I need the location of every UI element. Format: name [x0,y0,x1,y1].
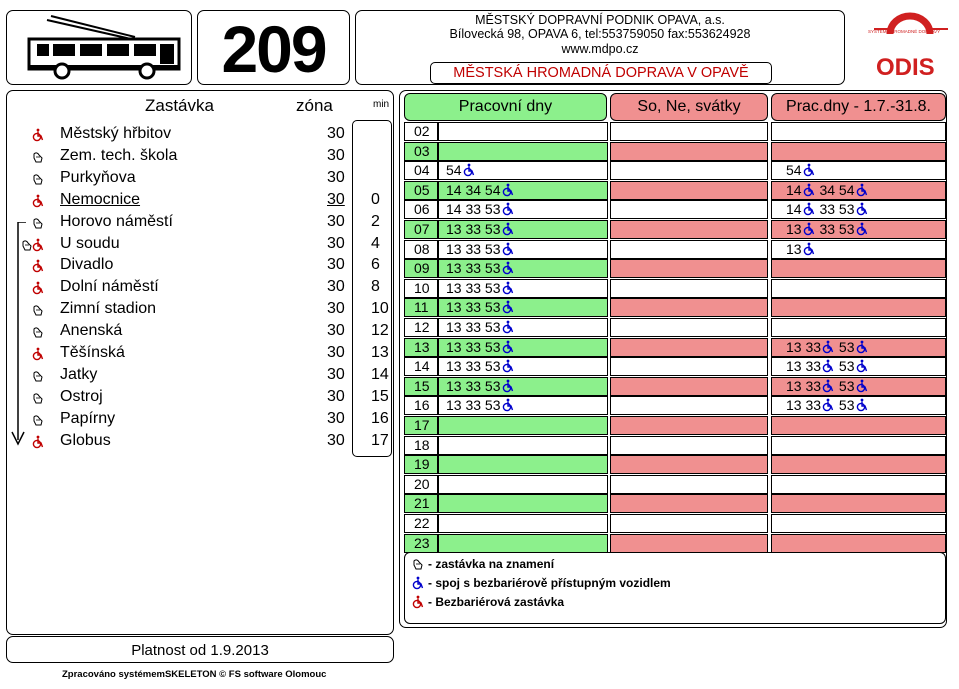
weekday-departures: 13 33 53 [438,259,608,278]
weekday-departures: 13 33 53 [438,220,608,239]
legend-text: - spoj s bezbariérově přístupným vozidlem [428,576,671,590]
wheelchair-vehicle-icon [411,576,425,595]
minutes-column-header: min [373,99,390,110]
stop-name: Jatky [60,365,98,383]
stop-zone: 30 [327,234,345,252]
request-stop-icon [411,557,425,576]
stop-row [31,167,391,189]
summer-departures [771,298,946,317]
stop-name: Zem. tech. škola [60,146,178,164]
wheelchair-vehicle-icon [501,320,515,338]
weekend-departures [610,514,768,533]
minutes-column-frame [352,120,392,457]
weekdays-header: Pracovní dny [404,93,607,121]
weekday-departures: 54 [438,161,608,180]
stop-minutes: 0 [371,190,380,208]
stop-zone: 30 [327,125,345,142]
legend-text: - Bezbariérová zastávka [428,595,565,609]
hour-cell: 15 [404,377,438,396]
hour-cell: 06 [404,200,438,219]
hour-cell: 04 [404,161,438,180]
hour-cell: 08 [404,240,438,259]
odis-logo [860,12,954,84]
weekend-departures [610,396,768,415]
stop-minutes: 14 [371,365,389,383]
stop-minutes: 17 [371,431,389,449]
hour-cell: 19 [404,455,438,474]
stop-row [31,211,391,233]
weekend-departures [610,455,768,474]
weekend-departures [610,142,768,161]
stop-row [31,145,391,167]
wheelchair-vehicle-icon [501,398,515,416]
weekday-departures [438,122,608,141]
timetable-panel [399,90,947,628]
company-address: Bílovecká 98, OPAVA 6, tel:553759050 fax:553624928 [449,27,751,41]
stop-zone: 30 [327,146,345,164]
stop-name: Těšínská [60,344,125,361]
wheelchair-vehicle-icon [501,242,515,260]
weekend-departures [610,122,768,141]
stop-row [31,276,391,298]
summer-departures [771,475,946,494]
stop-minutes: 12 [371,322,389,340]
wheelchair-vehicle-icon [855,340,869,358]
weekday-departures [438,142,608,161]
summer-departures: 14 34 54 [771,181,946,200]
hour-cell: 12 [404,318,438,337]
bus-illustration-box [6,10,192,85]
validity-box [6,636,394,663]
wheelchair-vehicle-icon [855,379,869,397]
wheelchair-vehicle-icon [501,281,515,299]
summer-departures: 13 33 53 [771,220,946,239]
summer-departures: 54 [771,161,946,180]
weekend-departures [610,259,768,278]
stop-minutes: 8 [371,278,380,296]
stop-zone: 30 [327,344,345,361]
hour-cell: 16 [404,396,438,415]
hour-cell: 14 [404,357,438,376]
stop-row [31,430,391,452]
wheelchair-vehicle-icon [802,183,816,201]
stop-name: Globus [60,431,111,449]
stop-name: Papírny [60,409,116,427]
summer-weekdays-header: Prac.dny - 1.7.-31.8. [771,93,946,121]
weekend-departures [610,494,768,513]
summer-departures: 13 33 53 [771,377,946,396]
stop-name: Nemocnice [60,190,141,208]
wheelchair-vehicle-icon [462,163,476,181]
stop-zone: 30 [327,256,345,274]
stop-zone: 30 [327,278,345,296]
weekend-departures [610,534,768,553]
summer-departures [771,142,946,161]
company-name: MĚSTSKÝ DOPRAVNÍ PODNIK OPAVA, a.s. [475,13,725,27]
barrier-free-stop-icon [31,434,45,456]
weekend-departures [610,200,768,219]
wheelchair-vehicle-icon [501,300,515,318]
wheelchair-vehicle-icon [802,222,816,240]
summer-departures: 14 33 53 [771,200,946,219]
stop-name: U soudu [60,234,120,252]
weekday-departures [438,455,608,474]
weekend-departures [610,357,768,376]
summer-departures [771,279,946,298]
wheelchair-vehicle-icon [501,222,515,240]
stop-minutes: 16 [371,409,389,427]
stop-name: Horovo náměstí [60,212,173,230]
legend [404,552,946,624]
stop-name: Purkyňova [60,168,136,186]
weekday-departures: 13 33 53 [438,338,608,357]
stop-row [31,233,391,255]
summer-departures [771,259,946,278]
weekday-departures [438,436,608,455]
weekend-departures [610,279,768,298]
weekday-departures [438,514,608,533]
weekday-departures: 13 33 53 [438,357,608,376]
hour-cell: 22 [404,514,438,533]
hour-cell: 09 [404,259,438,278]
stop-zone: 30 [327,190,345,208]
wheelchair-vehicle-icon [821,379,835,397]
stop-row [31,254,391,276]
hour-cell: 13 [404,338,438,357]
weekday-departures [438,475,608,494]
stop-zone: 30 [327,431,345,449]
hour-cell: 21 [404,494,438,513]
weekend-departures [610,416,768,435]
wheelchair-vehicle-icon [821,359,835,377]
summer-departures [771,514,946,533]
hour-cell: 17 [404,416,438,435]
hour-cell: 11 [404,298,438,317]
route-number: 209 [221,12,326,86]
summer-departures [771,534,946,553]
stop-row [31,189,391,211]
stop-column-header: Zastávka [145,96,214,115]
logo-tagline: SYSTÉMU HROMADNÉ DOPRAVY [868,29,941,34]
weekend-departures [610,475,768,494]
summer-departures: 13 33 53 [771,338,946,357]
weekday-departures: 14 34 54 [438,181,608,200]
company-website[interactable]: www.mdpo.cz [561,42,639,56]
weekend-departures [610,181,768,200]
weekday-departures: 13 33 53 [438,240,608,259]
zone-column-header: zóna [296,96,333,115]
logo-wordmark: ODIS [876,54,935,81]
summer-departures: 13 33 53 [771,357,946,376]
wheelchair-vehicle-icon [855,183,869,201]
hour-cell: 05 [404,181,438,200]
stop-row [31,408,391,430]
stop-name: Městský hřbitov [60,125,172,142]
weekday-departures: 13 33 53 [438,377,608,396]
stop-row [31,386,391,408]
stop-zone: 30 [327,322,345,340]
stop-name: Anenská [60,322,123,340]
weekend-departures [610,318,768,337]
summer-departures: 13 [771,240,946,259]
stop-zone: 30 [327,300,345,318]
weekend-departures [610,436,768,455]
legend-text: - zastávka na znamení [428,557,555,571]
weekday-departures: 14 33 53 [438,200,608,219]
valid-from: Platnost od 1.9.2013 [131,642,269,659]
summer-departures [771,122,946,141]
wheelchair-vehicle-icon [501,261,515,279]
hour-cell: 23 [404,534,438,553]
wheelchair-vehicle-icon [501,359,515,377]
stop-minutes: 2 [371,212,380,230]
wheelchair-vehicle-icon [501,202,515,220]
network-title: MĚSTSKÁ HROMADNÁ DOPRAVA V OPAVĚ [430,62,772,84]
weekend-departures [610,338,768,357]
trolleybus-icon [7,11,193,86]
weekday-departures: 13 33 53 [438,279,608,298]
summer-departures [771,318,946,337]
summer-departures [771,455,946,474]
summer-departures [771,436,946,455]
stop-row [31,342,391,364]
weekend-header: So, Ne, svátky [610,93,768,121]
wheelchair-vehicle-icon [802,242,816,260]
stop-zone: 30 [327,409,345,427]
weekday-departures [438,416,608,435]
wheelchair-vehicle-icon [501,379,515,397]
software-credits: Zpracováno systémemSKELETON © FS software Olomouc [62,669,327,680]
stop-name: Zimní stadion [60,300,157,318]
stop-row [31,123,391,145]
weekend-departures [610,298,768,317]
wheelchair-vehicle-icon [821,340,835,358]
weekday-departures [438,494,608,513]
weekend-departures [610,377,768,396]
weekend-departures [610,220,768,239]
route-number-box [197,10,350,85]
stop-name: Ostroj [60,387,103,405]
stop-name: Divadlo [60,256,114,274]
wheelchair-vehicle-icon [855,359,869,377]
stop-name: Dolní náměstí [60,278,159,296]
stop-row [31,298,391,320]
stop-minutes: 10 [371,300,389,318]
weekend-departures [610,240,768,259]
stop-minutes: 4 [371,234,380,252]
stop-zone: 30 [327,212,345,230]
weekday-departures: 13 33 53 [438,396,608,415]
wheelchair-vehicle-icon [855,202,869,220]
stop-zone: 30 [327,168,345,186]
hour-cell: 20 [404,475,438,494]
wheelchair-vehicle-icon [855,222,869,240]
stop-zone: 30 [327,365,345,383]
stop-zone: 30 [327,387,345,405]
hour-cell: 03 [404,142,438,161]
summer-departures [771,494,946,513]
wheelchair-vehicle-icon [821,398,835,416]
stop-minutes: 15 [371,387,389,405]
weekday-departures: 13 33 53 [438,318,608,337]
wheelchair-vehicle-icon [501,340,515,358]
weekend-departures [610,161,768,180]
stop-minutes: 6 [371,256,380,274]
wheelchair-vehicle-icon [501,183,515,201]
weekday-departures: 13 33 53 [438,298,608,317]
stop-row [31,320,391,342]
wheelchair-vehicle-icon [855,398,869,416]
wheelchair-vehicle-icon [802,202,816,220]
summer-departures [771,416,946,435]
barrier-free-stop-icon [411,595,425,614]
stops-panel [6,90,394,635]
hour-cell: 02 [404,122,438,141]
weekday-departures [438,534,608,553]
stop-row [31,364,391,386]
hour-cell: 07 [404,220,438,239]
hour-cell: 18 [404,436,438,455]
wheelchair-vehicle-icon [802,163,816,181]
summer-departures: 13 33 53 [771,396,946,415]
stop-minutes: 13 [371,344,389,361]
hour-cell: 10 [404,279,438,298]
company-info-box [355,10,845,85]
